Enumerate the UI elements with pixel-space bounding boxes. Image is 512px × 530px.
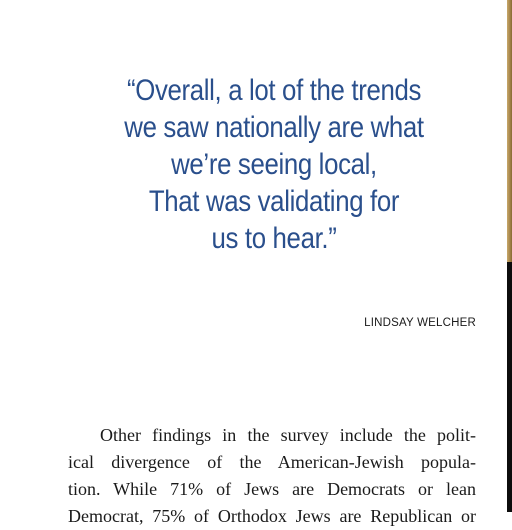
body-line-4: Democrat, 75% of Orthodox Jews are Republican or <box>68 506 476 526</box>
body-paragraph <box>68 422 476 530</box>
pull-quote-line-2: we saw nationally are what <box>124 111 424 144</box>
body-line-3: tion. While 71% of Jews are Democrats or lean <box>68 479 476 499</box>
body-line-1: Other findings in the survey include the polit- <box>100 425 476 445</box>
pull-quote-line-1: “Overall, a lot of the trends <box>126 74 422 107</box>
pull-quote-line-5: us to hear.” <box>211 222 337 255</box>
page-edge-gold <box>507 0 512 262</box>
body-line-2: ical divergence of the American-Jewish popula- <box>68 452 476 472</box>
quote-attribution: LINDSAY WELCHER <box>364 317 476 329</box>
pull-quote <box>73 72 475 257</box>
pull-quote-line-4: That was validating for <box>148 185 400 218</box>
pull-quote-line-3: we’re seeing local, <box>171 148 377 181</box>
